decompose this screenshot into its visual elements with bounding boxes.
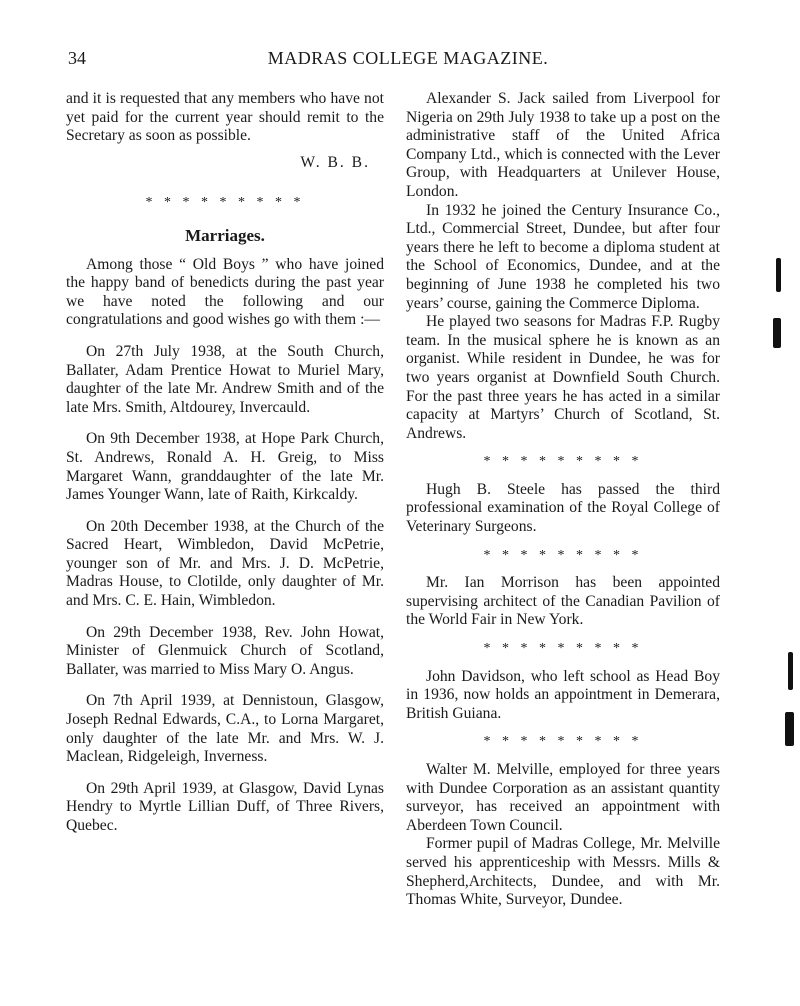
signature: W. B. B.: [300, 153, 370, 171]
marriages-intro: Among those “ Old Boys ” who have joined the happy band of benedicts during the past year we have noted the following and our congratulations and good wishes go with them :—: [66, 255, 384, 329]
scan-mark: [788, 652, 793, 690]
steele-paragraph: Hugh B. Steele has passed the third professional examination of the Royal College of Veterinary Surgeons.: [406, 480, 720, 536]
melville-paragraph-1: Walter M. Melville, employed for three years with Dundee Corporation as an assistant quantity surveyor, has received an appointment with Aberdeen Town Council.: [406, 761, 720, 834]
marriage-entry: On 7th April 1939, at Dennistoun, Glasgow, Joseph Rednal Edwards, C.A., to Lorna Margaret, only daughter of the late Mr. and Mrs. W. J. Maclean, Ridgeleigh, Inverness.: [66, 692, 384, 766]
section-separator: * * * * * * * * *: [483, 734, 643, 750]
left-column: [66, 90, 384, 836]
section-separator: * * * * * * * * *: [483, 547, 643, 563]
intro-paragraph: and it is requested that any members who have not yet paid for the current year should remit to the Secretary as soon as possible.: [66, 90, 384, 145]
jack-paragraph-2: In 1932 he joined the Century Insurance Co., Ltd., Commercial Street, Dundee, but after four years there he left to become a diploma student at the School of Economics, Dundee, and at the beginning of June 1938 he completed his two years’ course, gaining the Commerce Diploma.: [406, 201, 720, 312]
scan-mark: [773, 318, 781, 348]
section-separator: * * * * * * * * *: [483, 641, 643, 657]
melville-paragraph-2: Former pupil of Madras College, Mr. Melville served his apprenticeship with Messrs. Mills & Shepherd,Architects, Dundee, and with Mr. Thomas White, Surveyor, Dundee.: [406, 835, 720, 909]
marriage-entry: On 20th December 1938, at the Church of the Sacred Heart, Wimbledon, David McPetrie, younger son of Mr. and Mrs. J. D. McPetrie, Madras House, to Clotilde, only daughter of Mr. and Mrs. C. E. Hain, Wimbledon.: [66, 517, 384, 610]
davidson-paragraph: John Davidson, who left school as Head Boy in 1936, now holds an appointment in Demerara, British Guiana.: [406, 667, 720, 722]
marriages-heading: Marriages.: [185, 225, 265, 245]
section-separator: * * * * * * * * *: [145, 195, 305, 211]
section-separator: * * * * * * * * *: [483, 454, 643, 470]
marriage-entry: On 29th April 1939, at Glasgow, David Lynas Hendry to Myrtle Lillian Duff, of Three Rivers, Quebec.: [66, 779, 384, 834]
jack-paragraph-3: He played two seasons for Madras F.P. Rugby team. In the musical sphere he is known as an organist. While resident in Dundee, he was for two years organist at Downfield South Church. For the past three years he has acted in a similar capacity at Martyrs’ Church of Scotland, St. Andrews.: [406, 313, 720, 442]
running-title: MADRAS COLLEGE MAGAZINE.: [267, 48, 549, 68]
jack-paragraph-1: Alexander S. Jack sailed from Liverpool for Nigeria on 29th July 1938 to take up a post on the administrative staff of the United Africa Company Ltd., which is connected with the Lever Group, with Headquarters at Unilever House, London.: [406, 90, 720, 200]
marriage-entry: On 29th December 1938, Rev. John Howat, Minister of Glenmuick Church of Scotland, Ballater, was married to Miss Mary O. Angus.: [66, 623, 384, 678]
morrison-paragraph: Mr. Ian Morrison has been appointed supervising architect of the Canadian Pavilion of the World Fair in New York.: [406, 574, 720, 629]
scan-mark: [785, 712, 794, 746]
page-header: [68, 48, 748, 74]
marriage-entry: On 9th December 1938, at Hope Park Church, St. Andrews, Ronald A. H. Greig, to Miss Margaret Wann, granddaughter of the late Mr. James Younger Wann, late of Raith, Kirkcaldy.: [66, 430, 384, 504]
right-column: [406, 90, 720, 910]
marriage-entry: On 27th July 1938, at the South Church, Ballater, Adam Prentice Howat to Muriel Mary, daughter of the late Mr. Andrew Smith and of the late Mrs. Smith, Altdourey, Invercauld.: [66, 342, 384, 416]
page-number: 34: [68, 48, 86, 68]
scan-mark: [776, 258, 781, 292]
